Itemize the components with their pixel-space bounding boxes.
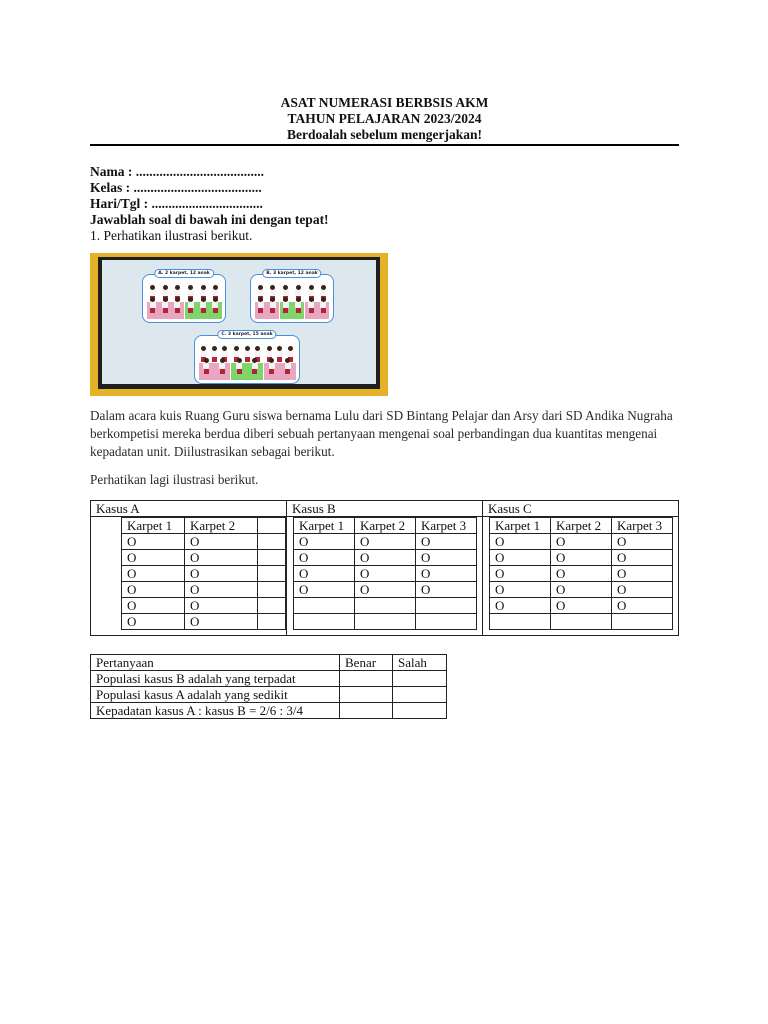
carpet-header: Karpet 2 [185, 518, 258, 534]
student-figure [283, 297, 289, 313]
student-mark-cell: O [355, 550, 416, 566]
student-mark-cell: O [294, 566, 355, 582]
doc-title: ASAT NUMERASI BERBSIS AKM [280, 95, 489, 110]
student-mark-cell [416, 598, 477, 614]
student-mark-cell: O [294, 534, 355, 550]
student-mark-cell: O [185, 582, 258, 598]
question-row [91, 687, 447, 703]
benar-answer-cell[interactable] [340, 671, 393, 687]
student-mark-cell: O [122, 534, 185, 550]
question-cell: Salah [393, 655, 447, 671]
student-mark-cell [416, 614, 477, 630]
student-mark-cell: O [416, 566, 477, 582]
table-row [294, 534, 477, 550]
student-figure [174, 297, 180, 313]
student-figure [236, 358, 242, 374]
tv-screen [98, 257, 380, 389]
student-mark-cell: O [122, 598, 185, 614]
table-row [490, 534, 673, 550]
name-field: Nama : ...................................... [90, 164, 264, 179]
date-field: Hari/Tgl : ................................. [90, 196, 263, 211]
student-figure [308, 297, 314, 313]
student-figure [252, 358, 258, 374]
student-mark-cell [294, 598, 355, 614]
table-row [122, 550, 286, 566]
table-row [490, 582, 673, 598]
question-cell: Kepadatan kasus A : kasus B = 2/6 : 3/4 [91, 703, 340, 719]
student-mark-cell: O [490, 566, 551, 582]
case-a-title: Kasus A [91, 501, 287, 517]
student-figure [188, 297, 194, 313]
table-row [122, 582, 286, 598]
student-figure [212, 297, 218, 313]
student-mark-cell: O [355, 534, 416, 550]
salah-answer-cell[interactable] [393, 671, 447, 687]
student-figure [150, 297, 156, 313]
class-field: Kelas : ...................................... [90, 180, 262, 195]
card-b-label: B. 3 karpet, 12 anak [262, 269, 321, 278]
carpet-header: Karpet 1 [294, 518, 355, 534]
question-header-row [91, 655, 447, 671]
student-mark-cell [355, 598, 416, 614]
student-mark-cell: O [122, 614, 185, 630]
card-c-label: C. 3 karpet, 15 anak [217, 330, 276, 339]
instruction: Jawablah soal di bawah ini dengan tepat! [90, 212, 329, 227]
empty-cell [258, 614, 286, 630]
table-row [294, 582, 477, 598]
table-row [122, 614, 286, 630]
carpet-header: Karpet 2 [551, 518, 612, 534]
question-cell: Benar [340, 655, 393, 671]
empty-cell [258, 534, 286, 550]
table-row [294, 550, 477, 566]
question-cell: Populasi kasus B adalah yang terpadat [91, 671, 340, 687]
student-mark-cell: O [294, 550, 355, 566]
student-mark-cell: O [416, 582, 477, 598]
student-mark-cell: O [490, 598, 551, 614]
student-mark-cell: O [612, 550, 673, 566]
carpet [264, 342, 296, 380]
table-row [294, 614, 477, 630]
student-figure [211, 346, 217, 362]
empty-cell [258, 582, 286, 598]
student-mark-cell: O [416, 550, 477, 566]
salah-answer-cell[interactable] [393, 687, 447, 703]
carpet [305, 281, 329, 319]
student-figure [203, 358, 209, 374]
student-mark-cell: O [122, 582, 185, 598]
student-mark-cell: O [185, 614, 258, 630]
carpet-header: Karpet 3 [612, 518, 673, 534]
benar-answer-cell[interactable] [340, 687, 393, 703]
student-figure [285, 358, 291, 374]
carpet [255, 281, 279, 319]
student-mark-cell: O [612, 582, 673, 598]
carpet-header: Karpet 3 [416, 518, 477, 534]
question-table [90, 654, 447, 719]
student-mark-cell [612, 614, 673, 630]
student-mark-cell: O [122, 550, 185, 566]
carpet [199, 342, 231, 380]
doc-prayer-note: Berdoalah sebelum mengerjakan! [287, 127, 482, 142]
carpet-grid [293, 517, 477, 630]
table-row [490, 598, 673, 614]
student-mark-cell: O [612, 598, 673, 614]
student-figure [295, 297, 301, 313]
empty-cell [258, 566, 286, 582]
salah-answer-cell[interactable] [393, 703, 447, 719]
student-figure [200, 297, 206, 313]
empty-cell [258, 550, 286, 566]
case-b-title: Kasus B [287, 501, 483, 517]
student-mark-cell: O [294, 582, 355, 598]
carpet-header: Karpet 1 [490, 518, 551, 534]
student-figure [277, 346, 283, 362]
doc-year: TAHUN PELAJARAN 2023/2024 [287, 111, 482, 126]
card-case-a [142, 271, 226, 323]
student-mark-cell: O [612, 534, 673, 550]
student-figure [162, 297, 168, 313]
question-cell: Populasi kasus A adalah yang sedikit [91, 687, 340, 703]
card-case-b [250, 271, 334, 323]
table-row [122, 598, 286, 614]
table-row [490, 566, 673, 582]
student-mark-cell: O [355, 582, 416, 598]
student-mark-cell: O [612, 566, 673, 582]
student-mark-cell: O [490, 550, 551, 566]
student-mark-cell: O [185, 550, 258, 566]
table-row [294, 598, 477, 614]
student-figure [219, 358, 225, 374]
carpet [280, 281, 304, 319]
carpet-header: Karpet 2 [355, 518, 416, 534]
carpet [147, 281, 184, 319]
student-mark-cell: O [355, 566, 416, 582]
student-mark-cell [294, 614, 355, 630]
benar-answer-cell[interactable] [340, 703, 393, 719]
carpet [231, 342, 263, 380]
story-paragraph: Dalam acara kuis Ruang Guru siswa bernama Lulu dari SD Bintang Pelajar dan Arsy dari SD Andika Nugraha berkompetisi mereka berdua diberi sebuah pertanyaan mengenai soal perbandingan dua kuantitas mengenai kepadatan unit. Diilustrasikan sebagai berikut. [90, 408, 673, 459]
card-a-label: A. 2 karpet, 12 anak [154, 269, 214, 278]
student-mark-cell [355, 614, 416, 630]
question-row [91, 703, 447, 719]
question-cell: Pertanyaan [91, 655, 340, 671]
student-figure [269, 358, 275, 374]
student-figure [258, 297, 264, 313]
question-1: 1. Perhatikan ilustrasi berikut. [90, 228, 253, 243]
student-mark-cell: O [490, 534, 551, 550]
student-figure [244, 346, 250, 362]
student-mark-cell [551, 614, 612, 630]
table-row [122, 534, 286, 550]
student-mark-cell: O [551, 582, 612, 598]
empty-cell [258, 598, 286, 614]
student-mark-cell: O [551, 534, 612, 550]
student-mark-cell: O [185, 534, 258, 550]
carpet-grid [121, 517, 286, 630]
student-mark-cell: O [185, 598, 258, 614]
question-row [91, 671, 447, 687]
student-figure [270, 297, 276, 313]
table-row [294, 566, 477, 582]
carpet-header: Karpet 1 [122, 518, 185, 534]
quiz-illustration [90, 253, 388, 396]
empty-cell [258, 518, 286, 534]
student-figure [320, 297, 326, 313]
student-mark-cell: O [490, 582, 551, 598]
student-mark-cell: O [551, 550, 612, 566]
student-mark-cell: O [551, 598, 612, 614]
student-mark-cell: O [122, 566, 185, 582]
student-mark-cell [490, 614, 551, 630]
card-case-c [194, 332, 300, 384]
carpet-grid [489, 517, 673, 630]
look-again-text: Perhatikan lagi ilustrasi berikut. [90, 472, 259, 487]
table-row [122, 566, 286, 582]
table-row [490, 614, 673, 630]
carpet [185, 281, 222, 319]
table-row [490, 550, 673, 566]
student-mark-cell: O [185, 566, 258, 582]
student-mark-cell: O [551, 566, 612, 582]
student-mark-cell: O [416, 534, 477, 550]
case-c-title: Kasus C [483, 501, 679, 517]
header-divider [90, 144, 679, 146]
